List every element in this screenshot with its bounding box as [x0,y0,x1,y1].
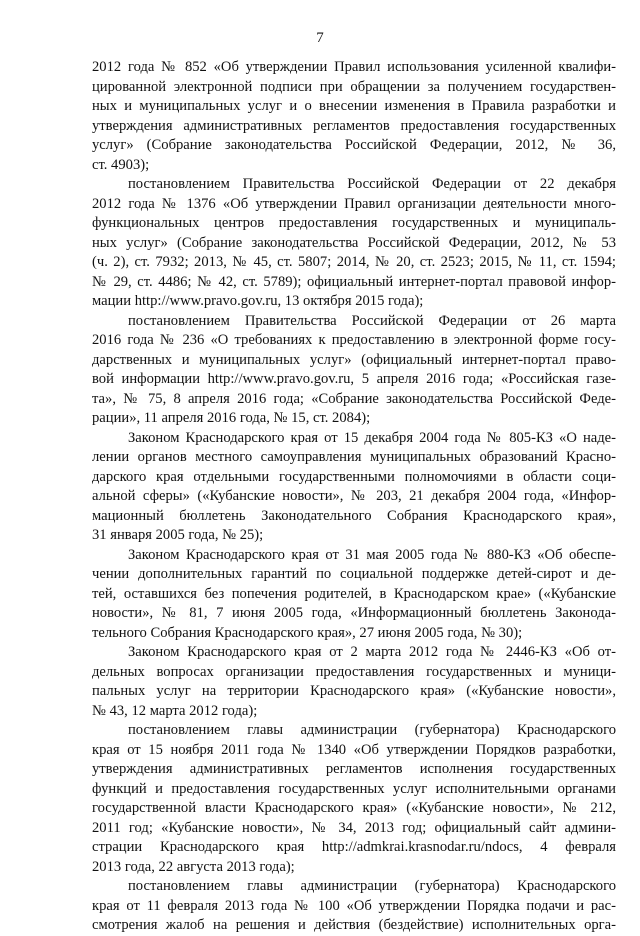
text-line: смотрения жалоб на решения и действия (бездействие) исполнительных орга- [92,917,616,933]
text-line: цированной электронной подписи при обращении за получением государствен- [92,78,616,95]
text-line: функциональных центров предоставления государственных и муниципаль- [92,215,616,231]
text-line: тельного Собрания Краснодарского края», 27 июня 2005 года, № 30); [92,624,523,641]
paragraph [92,58,616,175]
text-line: 31 января 2005 года, № 25); [92,527,264,543]
text-line: края от 15 ноября 2011 года № 1340 «Об утверждении Порядков разработки, [92,741,616,758]
text-line: дарского края отдельными государственными полномочиями в области соци- [92,468,616,485]
text-line: та», № 75, 8 апреля 2016 года; «Собрание законодательства Российской Феде- [92,390,616,407]
text-line: № 43, 12 марта 2012 года); [92,702,258,719]
text-line: дарственных и муниципальных услуг» (официальный интернет-портал право- [92,351,616,368]
page-number: 7 [316,30,324,46]
text-line: Законом Краснодарского края от 2 марта 2012 года № 2446-КЗ «Об от- [128,644,616,660]
text-line: альной сферы» («Кубанские новости», № 203, 21 декабря 2004 года, «Инфор- [92,488,616,504]
text-line: Законом Краснодарского края от 31 мая 2005 года № 880-КЗ «Об обеспе- [128,546,616,563]
paragraph [92,175,616,312]
text-line: мационный бюллетень Законодательного Собрания Краснодарского края», [92,507,616,524]
paragraph [92,312,616,429]
text-line: лении органов местного самоуправления муниципальных образований Красно- [92,449,616,465]
text-line: № 29, ст. 4486; № 42, ст. 5789); официальный интернет-портал правовой инфор- [92,273,616,290]
text-line: 2011 год; «Кубанские новости», № 34, 2013 год; официальный сайт админи- [92,819,616,836]
text-line: 2012 года № 852 «Об утверждении Правил использования усиленной квалифи- [92,59,616,75]
text-line: постановлением Правительства Российской Федерации от 22 декабря [128,176,616,192]
text-line: 2016 года № 236 «О требованиях к предоставлению в электронной форме госу- [92,332,616,348]
text-line: постановлением главы администрации (губернатора) Краснодарского [128,878,616,894]
text-line: постановлением главы администрации (губернатора) Краснодарского [128,722,616,738]
text-line: 2013 года, 22 августа 2013 года); [92,858,295,875]
paragraph [92,546,616,644]
text-line: края от 11 февраля 2013 года № 100 «Об утверждении Порядка подачи и рас- [92,897,616,914]
text-line: дельных вопросах организации предоставления государственных и муници- [92,663,616,680]
text-line: тей, оставшихся без попечения родителей, в Краснодарском крае» («Кубанские [92,585,616,602]
paragraph [92,877,616,936]
text-line: страции Краснодарского края http://admkrai.krasnodar.ru/ndocs, 4 февраля [92,839,616,855]
text-line: Законом Краснодарского края от 15 декабря 2004 года № 805-КЗ «О наде- [128,429,616,446]
text-line: ных услуг» (Собрание законодательства Российской Федерации, 2012, № 53 [92,234,616,251]
text-line: услуг» (Собрание законодательства Российской Федерации, 2012, № 36, [92,137,616,153]
text-line: 2012 года № 1376 «Об утверждении Правил организации деятельности много- [92,195,616,212]
text-line: (ч. 2), ст. 7932; 2013, № 45, ст. 5807; 2014, № 20, ст. 2523; 2015, № 11, ст. 1594; [92,254,616,270]
text-line: пальных услуг на территории Краснодарского края» («Кубанские новости», [92,683,616,699]
text-line: государственной власти Краснодарского края» («Кубанские новости», № 212, [92,800,616,816]
text-line: мации http://www.pravo.gov.ru, 13 октября 2015 года); [92,293,424,309]
text-line: ных и муниципальных услуг и о внесении изменения в Правила разработки и [92,98,616,114]
text-line: чении дополнительных гарантий по социальной поддержке детей-сирот и де- [92,566,616,582]
body-text [92,58,616,936]
text-line: утверждения административных регламентов предоставления государственных [92,117,616,134]
text-line: утверждения административных регламентов исполнения государственных [92,761,616,777]
text-line: постановлением Правительства Российской Федерации от 26 марта [128,312,616,329]
text-line: рации», 11 апреля 2016 года, № 15, ст. 2084); [92,410,371,426]
paragraph [92,721,616,877]
text-line: вой информации http://www.pravo.gov.ru, 5 апреля 2016 года; «Российская газе- [92,371,616,387]
text-line: ст. 4903); [92,156,150,173]
text-line: новости», № 81, 7 июня 2005 года, «Информационный бюллетень Законода- [92,605,616,621]
paragraph [92,643,616,721]
paragraph [92,429,616,546]
text-line: функций и предоставления государственных услуг исполнительными органами [92,780,616,797]
